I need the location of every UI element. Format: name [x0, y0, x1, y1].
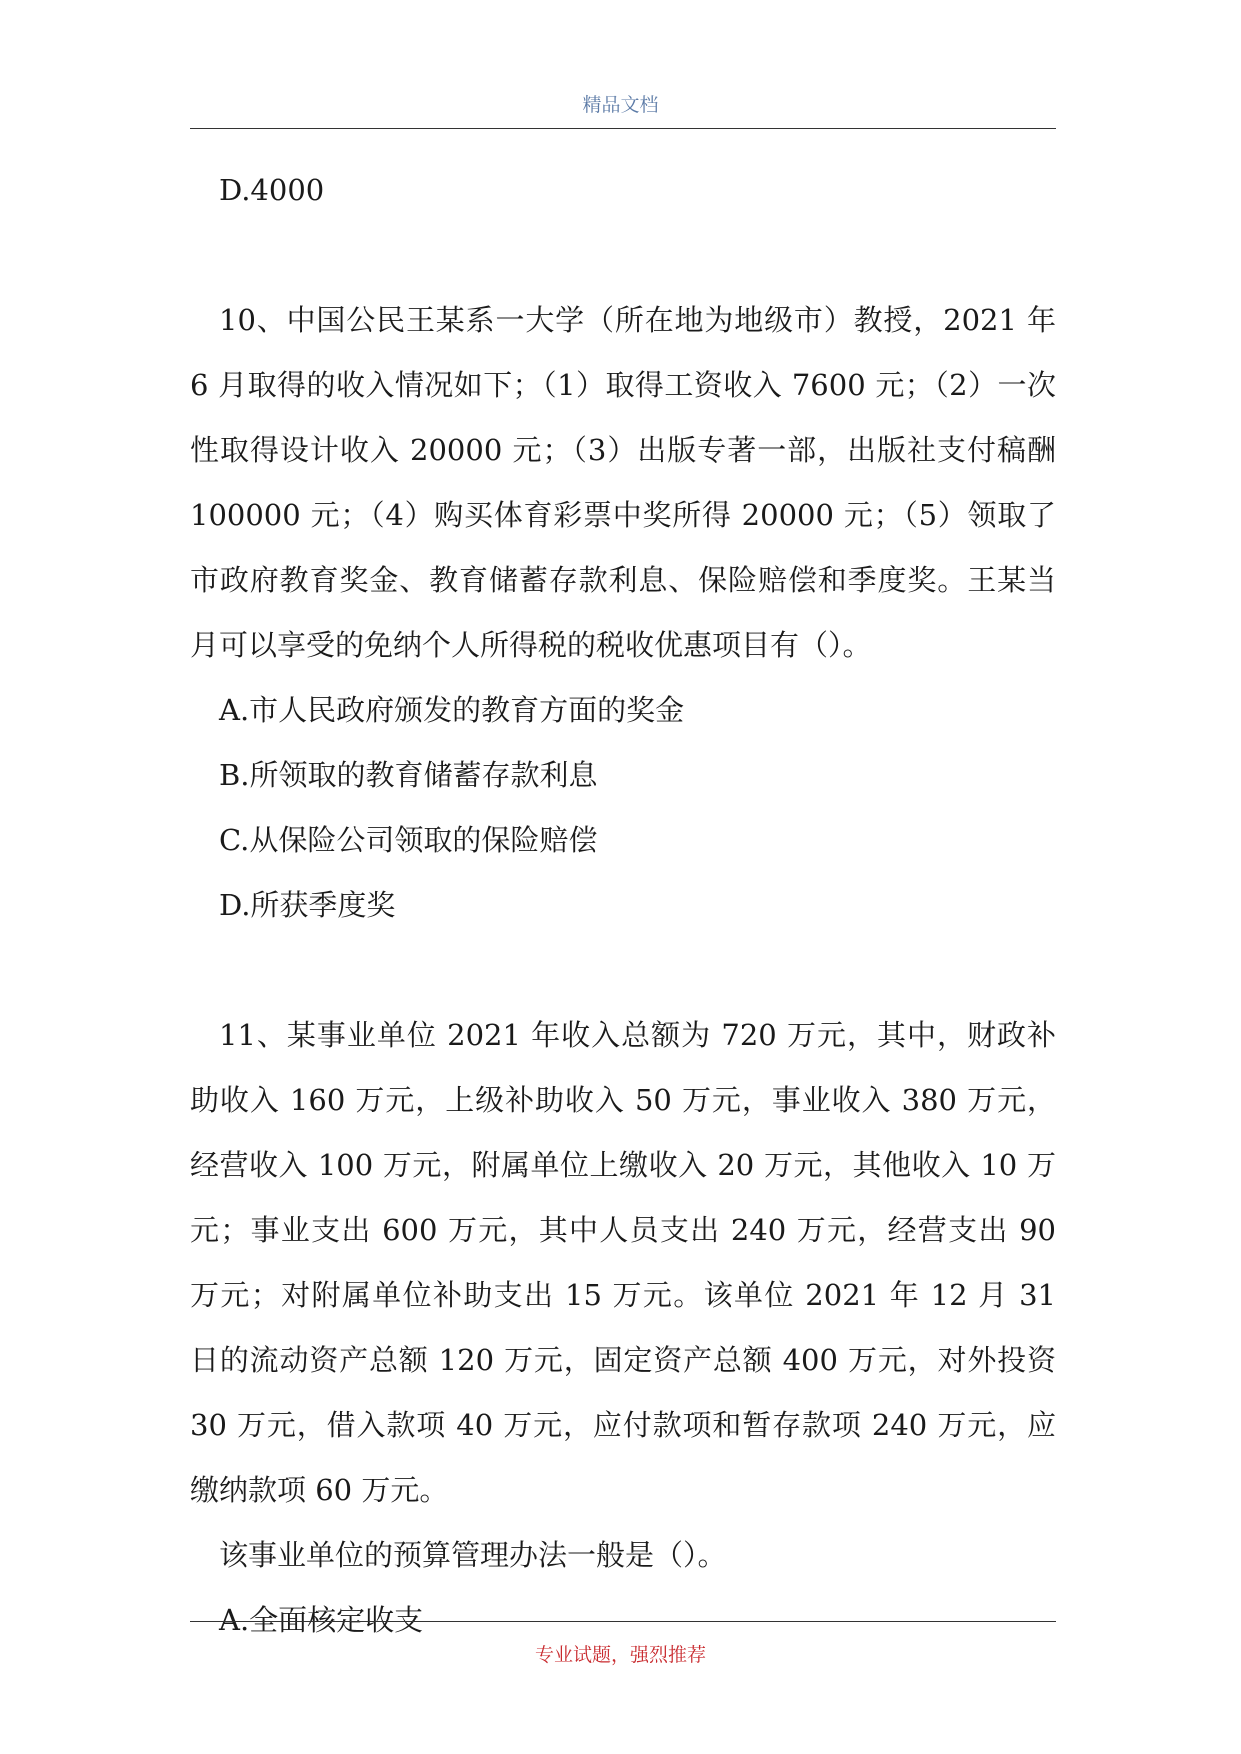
page-footer-text: 专业试题，强烈推荐 — [534, 1644, 706, 1666]
spacer — [190, 938, 1056, 1003]
question-10-stem: 10、中国公民王某系一大学（所在地为地级市）教授，2021 年 6 月取得的收入情况如下；（1）取得工资收入 7600 元；（2）一次性取得设计收入 20000 元；（3）出版专著一部，出版社支付稿酬 100000 元；（4）购买体育彩票中奖所得 20000 元；（5）领取了市政府教育奖金、教育储蓄存款利息、保险赔偿和季度奖。王某当月可以享受的免纳个人所得税的税收优惠项目有（）。 — [190, 303, 1056, 662]
question-11-stem: 11、某事业单位 2021 年收入总额为 720 万元，其中，财政补助收入 160 万元，上级补助收入 50 万元，事业收入 380 万元，经营收入 100 万元，附属单位上缴收入 20 万元，其他收入 10 万元；事业支出 600 万元，其中人员支出 240 万元，经营支出 90 万元；对附属单位补助支出 15 万元。该单位 2021 年 12 月 31 日的流动资产总额 120 万元，固定资产总额 400 万元，对外投资 30 万元，借入款项 40 万元，应付款项和暂存款项 240 万元，应缴纳款项 60 万元。 — [190, 1018, 1056, 1507]
question-11-sub-question: 该事业单位的预算管理办法一般是（）。 — [219, 1538, 727, 1572]
question-10-option-b: B.所领取的教育储蓄存款利息 — [219, 758, 598, 792]
footer-divider — [190, 1621, 1056, 1622]
document-body — [190, 158, 1056, 1653]
question-11-option-a: A.全面核定收支 — [219, 1603, 424, 1637]
prev-question-option-d: D.4000 — [219, 173, 325, 207]
spacer — [190, 223, 1056, 288]
header-divider — [190, 128, 1056, 129]
page-header-title: 精品文档 — [582, 94, 659, 116]
question-10-option-d: D.所获季度奖 — [219, 888, 396, 922]
question-10-option-a: A.市人民政府颁发的教育方面的奖金 — [219, 693, 685, 727]
question-10-option-c: C.从保险公司领取的保险赔偿 — [219, 823, 598, 857]
